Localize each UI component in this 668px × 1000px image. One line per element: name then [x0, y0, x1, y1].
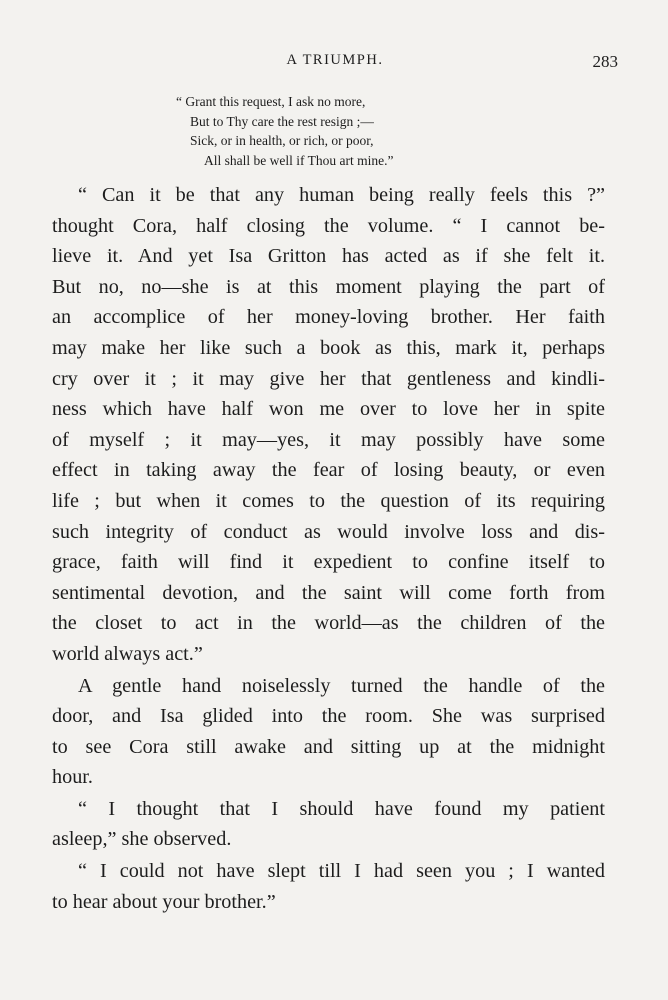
text-line: “ Can it be that any human being really feels this ?”	[78, 184, 605, 206]
paragraph	[52, 856, 605, 917]
text-line: “ I thought that I should have found my patient	[78, 797, 605, 820]
text-line: A gentle hand noiselessly turned the handle of the	[78, 674, 605, 697]
verse-line: All shall be well if Thou art mine.”	[204, 152, 394, 168]
text-line: such integrity of conduct as would involve loss and dis-	[52, 520, 605, 543]
text-line: “ I could not have slept till I had seen you ; I wanted	[78, 860, 605, 883]
page-number: 283	[592, 52, 618, 71]
text-line: the closet to act in the world—as the children of the	[52, 612, 605, 635]
verse-line: “ Grant this request, I ask no more,	[176, 94, 366, 109]
text-line: grace, faith will find it expedient to confine itself to	[52, 551, 605, 574]
running-title: A TRIUMPH.	[286, 52, 384, 68]
text-line: asleep,” she observed.	[52, 828, 232, 851]
text-line: ness which have half won me over to love her in spite	[52, 398, 605, 421]
text-line: may make her like such a book as this, mark it, perhaps	[52, 336, 605, 359]
paragraph	[52, 180, 605, 670]
text-line: cry over it ; it may give her that gentleness and kindli-	[52, 367, 605, 390]
text-line: of myself ; it may—yes, it may possibly have some	[52, 428, 605, 451]
text-line: to hear about your brother.”	[52, 890, 276, 913]
text-line: hour.	[52, 766, 93, 789]
text-line: sentimental devotion, and the saint will come forth from	[52, 581, 605, 604]
text-line: effect in taking away the fear of losing beauty, or even	[52, 459, 605, 482]
text-line: lieve it. And yet Isa Gritton has acted as if she felt it.	[52, 245, 605, 268]
text-line: an accomplice of her money-loving brother. Her faith	[52, 306, 605, 329]
text-line: life ; but when it comes to the question of its requiring	[52, 489, 605, 512]
verse-quote	[176, 92, 516, 170]
running-head	[52, 52, 618, 72]
verse-line: But to Thy care the rest resign ;—	[190, 113, 374, 129]
paragraph	[52, 671, 605, 793]
verse-line: Sick, or in health, or rich, or poor,	[190, 133, 374, 148]
text-line: world always act.”	[52, 642, 203, 665]
body-text	[52, 180, 605, 917]
text-line: But no, no—she is at this moment playing the part of	[52, 275, 605, 298]
paragraph	[52, 794, 605, 855]
text-line: thought Cora, half closing the volume. “ I cannot be-	[52, 214, 605, 237]
text-line: door, and Isa glided into the room. She was surprised	[52, 705, 605, 728]
text-line: to see Cora still awake and sitting up at the midnight	[52, 735, 605, 758]
